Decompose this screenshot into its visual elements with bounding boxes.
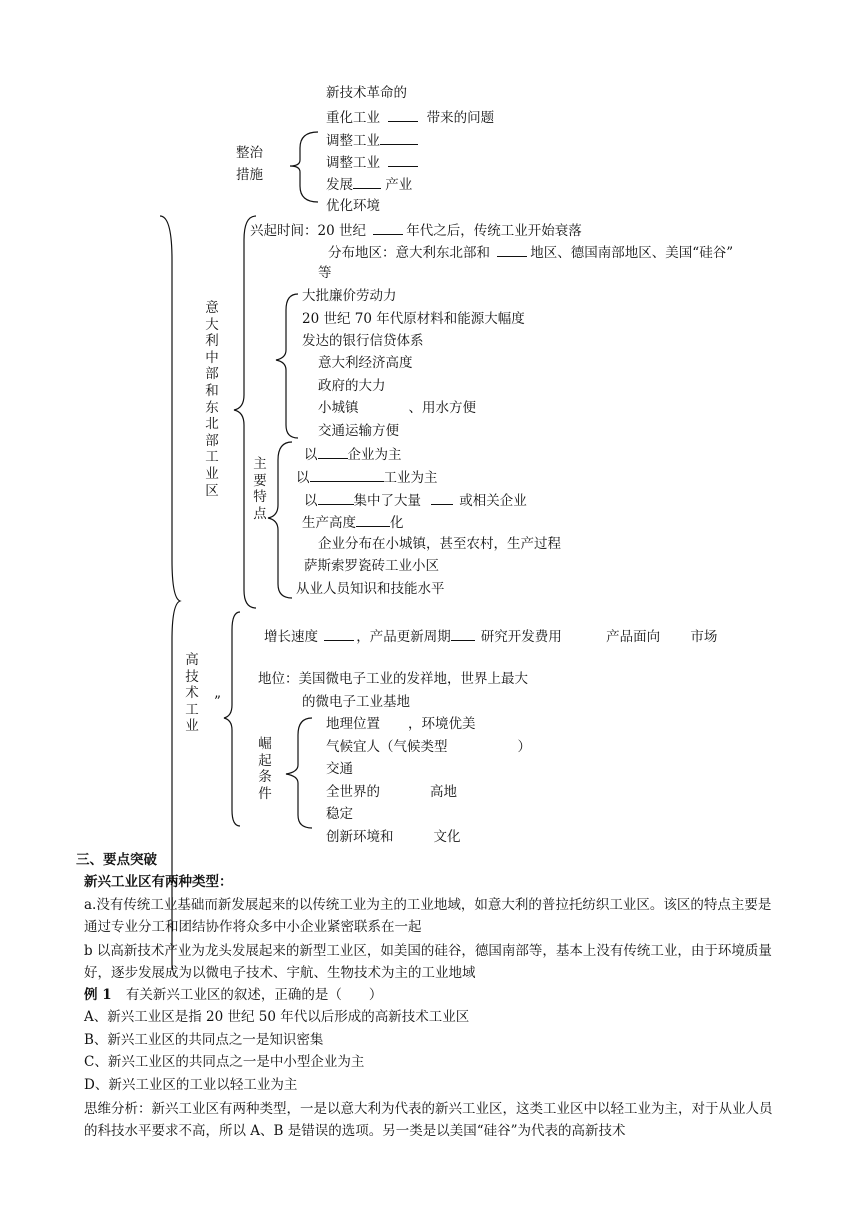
brace-conditions	[276, 294, 298, 438]
growth-a: 增长速度	[264, 629, 318, 645]
cond-7: 交通运输方便	[318, 423, 399, 439]
rise-6-a: 创新环境和	[326, 829, 394, 845]
rise-4-b: 高地	[430, 784, 457, 800]
blank	[373, 220, 403, 235]
italy-time	[250, 220, 582, 240]
blank	[356, 512, 390, 527]
rise-1-b: ，环境优美	[408, 716, 476, 732]
option-d: D、新兴工业区的工业以轻工业为主	[84, 1077, 298, 1093]
feat-5: 企业分布在小城镇，甚至农村，生产过程	[318, 536, 561, 552]
growth-b: ，产品更新周期	[356, 629, 451, 645]
brace-measures	[290, 132, 318, 202]
example-question: 有关新兴工业区的叙述，正确的是（ ）	[125, 987, 383, 1003]
rise-label: 崛起条件	[258, 736, 272, 802]
measure-2-text: 调整工业	[326, 155, 380, 171]
blank	[380, 130, 418, 145]
rise-1	[326, 715, 476, 733]
feat-3-a: 以	[304, 493, 318, 509]
feat-2	[296, 467, 438, 487]
rise-5: 稳定	[326, 806, 353, 822]
measure-3-a: 发展	[326, 177, 353, 193]
feat-3-c: 或相关企业	[459, 493, 527, 509]
feat-2-a: 以	[296, 470, 310, 486]
feat-7: 从业人员知识和技能水平	[296, 581, 445, 597]
hitech-title: 高技术工业	[185, 652, 199, 735]
brace-outer	[160, 216, 180, 970]
cond-6-b: 、用水方便	[408, 400, 476, 416]
label-zhengzhi: 整治	[236, 145, 263, 161]
measure-4: 优化环境	[326, 198, 380, 214]
measure-1	[326, 130, 418, 150]
cond-1: 大批廉价劳动力	[302, 288, 397, 304]
rise-2-a: 气候宜人（气候类型	[326, 739, 448, 755]
italy-dist-a: 分布地区：意大利东北部和	[328, 245, 490, 261]
italy-time-a: 兴起时间：20 世纪	[250, 223, 366, 239]
measure-1-text: 调整工业	[326, 133, 380, 149]
cond-6-a: 小城镇	[318, 400, 359, 416]
growth-e: 市场	[690, 629, 718, 645]
cond-6	[318, 399, 476, 417]
rise-4	[326, 783, 457, 801]
italy-dist-b: 地区、德国南部地区、美国“硅谷”	[530, 245, 734, 261]
top-line-2-b: 带来的问题	[426, 110, 495, 126]
paragraph-a: a.没有传统工业基础而新发展起来的以传统工业为主的工业地域，如意大利的普拉托纺织工业区。该区的特点主要是通过专业分工和团结协作将众多中小企业紧密联系在一起	[84, 897, 772, 935]
hitech-growth	[264, 626, 717, 646]
feat-4-b: 化	[390, 515, 404, 531]
measure-3	[326, 174, 412, 194]
example-label: 例 1	[84, 987, 112, 1003]
measure-2	[326, 152, 418, 172]
top-line-1: 新技术革命的	[326, 85, 407, 101]
section-heading: 三、要点突破	[76, 852, 157, 868]
blank	[318, 444, 348, 459]
rise-6	[326, 828, 461, 846]
cond-5: 政府的大力	[318, 378, 386, 394]
brace-italy	[234, 216, 256, 608]
feat-1-a: 以	[304, 447, 318, 463]
rise-4-a: 全世界的	[326, 784, 380, 800]
blank	[451, 626, 475, 641]
feat-3	[304, 490, 527, 510]
brace-features	[268, 442, 292, 598]
section-subheading: 新兴工业区有两种类型：	[84, 874, 233, 890]
brace-rise	[286, 718, 312, 828]
paragraph-b: b 以高新技术产业为龙头发展起来的新型工业区，如美国的硅谷，德国南部等，基本上没有传统工业，由于环境质量好，逐步发展成为以微电子技术、宇航、生物技术为主的工业地域	[84, 943, 772, 981]
blank	[324, 626, 354, 641]
italy-dist-etc: 等	[318, 265, 332, 281]
cond-4: 意大利经济高度	[318, 355, 413, 371]
blank	[388, 107, 418, 122]
rise-1-a: 地理位置	[326, 716, 380, 732]
blank	[353, 174, 381, 189]
rise-6-b: 文化	[433, 829, 461, 845]
hitech-position: 地位：美国微电子工业的发祥地，世界上最大	[258, 671, 528, 687]
growth-d: 产品面向	[606, 629, 661, 645]
growth-c: 研究开发费用	[480, 629, 562, 645]
feat-3-b: 集中了大量	[353, 493, 421, 509]
italy-dist	[328, 242, 733, 262]
label-cuoshi: 措施	[236, 167, 263, 183]
brace-hitech	[224, 612, 240, 826]
option-a: A、新兴工业区是指 20 世纪 50 年代以后形成的高新技术工业区	[84, 1009, 470, 1025]
hitech-quote: ”	[214, 694, 221, 710]
top-line-2-a: 重化工业	[326, 110, 380, 126]
cond-3: 发达的银行信贷体系	[302, 333, 424, 349]
option-c: C、新兴工业区的共同点之一是中小型企业为主	[84, 1054, 365, 1070]
top-line-2	[326, 107, 494, 127]
hitech-position-2: 的微电子工业基地	[302, 694, 410, 710]
feat-2-b: 工业为主	[383, 470, 438, 486]
features-label: 主要特点	[253, 456, 267, 522]
italy-title: 意大利中部和东北部工业区	[205, 300, 219, 499]
blank	[310, 467, 384, 482]
cond-2: 20 世纪 70 年代原材料和能源大幅度	[302, 311, 525, 327]
rise-2	[326, 738, 531, 756]
feat-6: 萨斯索罗瓷砖工业小区	[304, 558, 439, 574]
blank	[388, 152, 418, 167]
feat-1-b: 企业为主	[347, 447, 402, 463]
italy-time-b: 年代之后，传统工业开始衰落	[406, 223, 582, 239]
blank	[431, 490, 453, 505]
measure-3-b: 产业	[385, 177, 413, 193]
rise-3: 交通	[326, 761, 353, 777]
blank	[497, 242, 527, 257]
option-b: B、新兴工业区的共同点之一是知识密集	[84, 1032, 324, 1048]
feat-4-a: 生产高度	[302, 515, 356, 531]
feat-1	[304, 444, 402, 464]
analysis: 思维分析：新兴工业区有两种类型，一是以意大利为代表的新兴工业区，这类工业区中以轻工业为主，对于从业人员的科技水平要求不高，所以 A、B 是错误的选项。另一类是以美国“硅谷”为代表的高新技术	[84, 1101, 773, 1139]
rise-2-b: ）	[517, 739, 531, 755]
example-1	[84, 986, 382, 1004]
feat-4	[302, 512, 404, 532]
blank	[318, 490, 354, 505]
